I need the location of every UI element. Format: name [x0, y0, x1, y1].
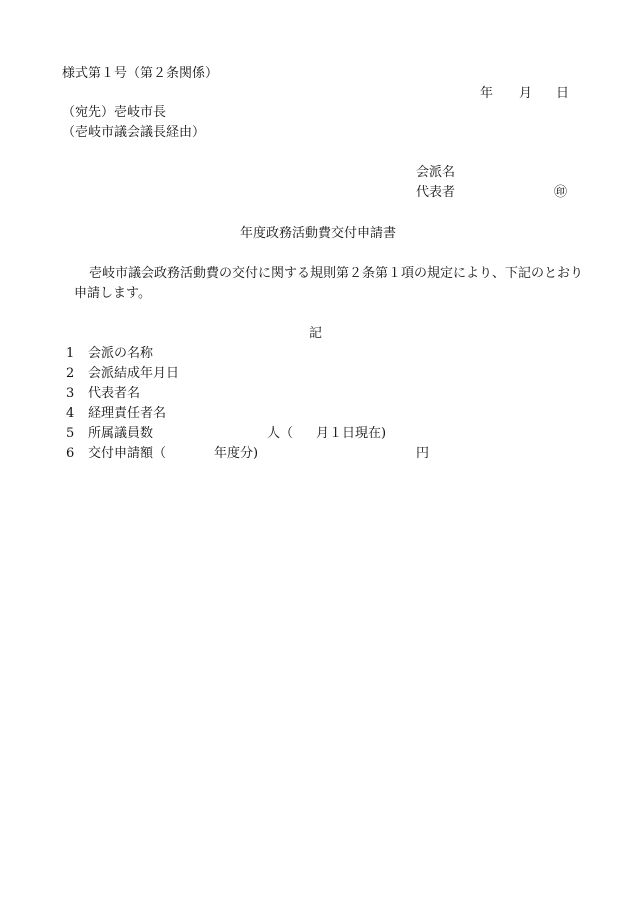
member-count-unit: 人（	[267, 426, 294, 441]
item-number: 1	[66, 346, 75, 361]
item-label-requested-amount: 交付申請額（	[88, 446, 167, 461]
addressee: （宛先）壱岐市長	[62, 105, 167, 120]
item-number: 4	[66, 406, 75, 421]
date-day: 日	[556, 86, 570, 101]
item-label-representative-name: 代表者名	[88, 386, 141, 401]
item-label-accounting-manager: 経理責任者名	[88, 406, 167, 421]
requested-amount-yen: 円	[416, 446, 430, 461]
representative-label: 代表者	[416, 185, 456, 200]
date-month: 月	[519, 86, 533, 101]
document-title: 年度政務活動費交付申請書	[240, 226, 397, 241]
item-label-formation-date: 会派結成年月日	[88, 366, 180, 381]
item-number: 6	[66, 446, 75, 461]
via-chairman: （壱岐市議会議長経由）	[62, 125, 206, 140]
date-year: 年	[480, 86, 494, 101]
item-label-faction-name: 会派の名称	[88, 346, 154, 361]
item-number: 5	[66, 426, 75, 441]
item-label-member-count: 所属議員数	[88, 426, 154, 441]
ki-heading: 記	[309, 326, 323, 341]
requested-amount-fiscal-year: 年度分)	[214, 446, 259, 461]
member-count-as-of: 月１日現在)	[316, 426, 387, 441]
form-number: 様式第１号（第２条関係）	[62, 66, 219, 81]
body-text-line-2: 申請します。	[74, 286, 151, 301]
item-number: 3	[66, 386, 75, 401]
faction-name-label: 会派名	[416, 165, 456, 180]
item-number: 2	[66, 366, 75, 381]
seal-mark-icon: ㊞	[554, 185, 568, 200]
body-text-line-1: 壱岐市議会政務活動費の交付に関する規則第２条第１項の規定により、下記のとおり	[89, 266, 584, 281]
